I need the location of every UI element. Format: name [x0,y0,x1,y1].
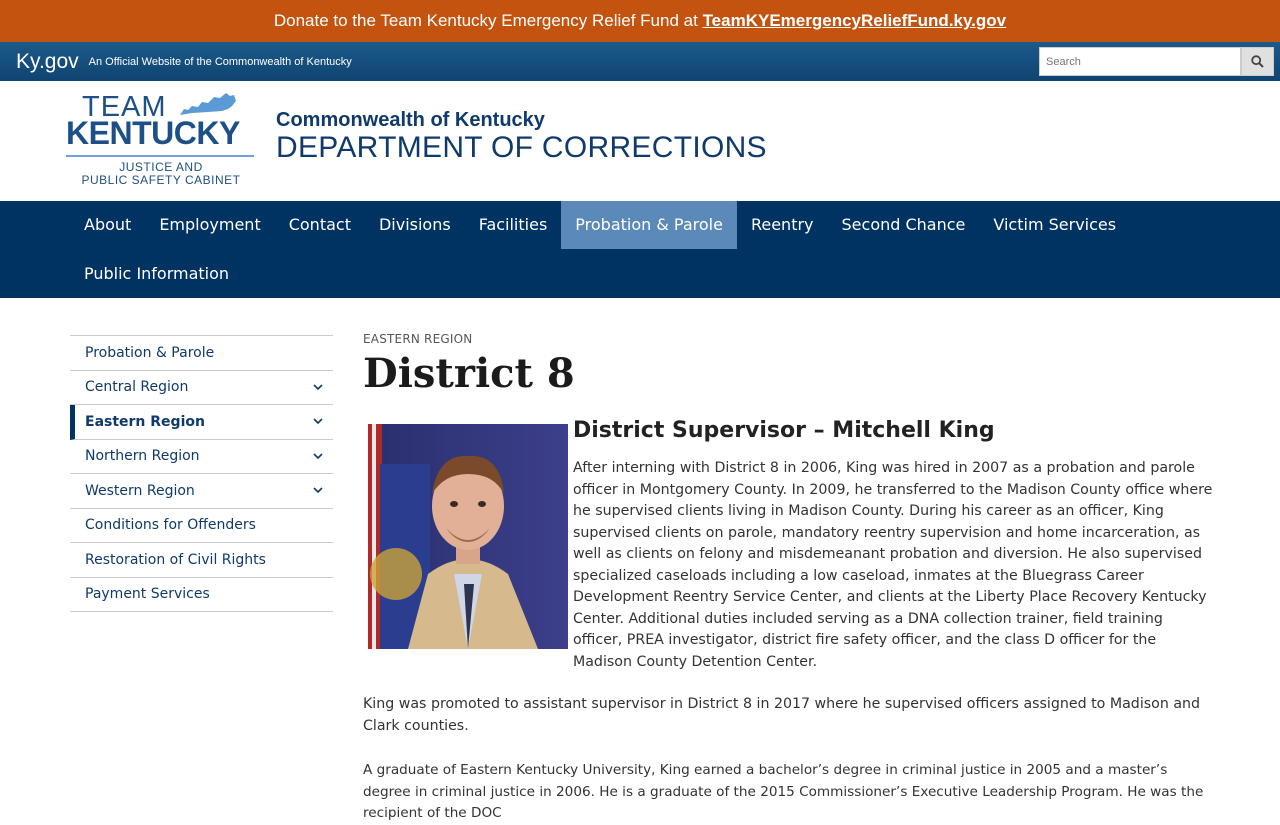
commonwealth-title: Commonwealth of Kentucky [276,109,545,131]
sidebar-item-eastern-region[interactable] [70,405,333,440]
page-content [0,298,1280,821]
logo-sub-line1: JUSTICE AND [119,160,203,174]
sidebar-item-label: Western Region [85,482,195,499]
donate-banner [0,0,1280,42]
site-header [0,81,1280,201]
region-eyebrow: EASTERN REGION [363,332,473,346]
donate-link[interactable]: TeamKYEmergencyReliefFund.ky.gov [702,11,1007,30]
main-navigation [0,201,1280,298]
chevron-down-icon[interactable] [311,415,325,429]
sidebar-item-label: Conditions for Offenders [85,517,256,534]
chevron-down-icon[interactable] [311,449,325,463]
team-kentucky-logo[interactable] [66,91,256,191]
logo-subtitle [66,161,256,187]
nav-item-second-chance[interactable]: Second Chance [841,215,966,234]
sidebar-item-label: Restoration of Civil Rights [85,551,266,568]
supervisor-heading: District Supervisor – Mitchell King [573,418,995,443]
sidebar-item-payment-services[interactable] [70,578,333,613]
donate-text: Donate to the Team Kentucky Emergency Relief Fund at [273,11,698,30]
sidebar-item-label: Payment Services [85,586,210,603]
nav-row-2 [70,250,243,298]
logo-team-text: TEAM [82,91,167,123]
sidebar-item-label: Eastern Region [85,413,205,430]
sidebar-item-restoration-of-civil-rights[interactable] [70,543,333,578]
sidebar-item-central-region[interactable] [70,371,333,406]
sidebar-navigation [70,335,333,612]
nav-item-facilities[interactable]: Facilities [478,215,548,234]
sidebar-item-conditions-for-offenders[interactable] [70,509,333,544]
article [363,332,1213,821]
sidebar-item-western-region[interactable] [70,474,333,509]
supervisor-photo [368,424,568,649]
search-box [1039,47,1274,76]
nav-item-divisions[interactable]: Divisions [378,215,451,234]
logo-sub-line2: PUBLIC SAFETY CABINET [81,173,241,187]
nav-item-employment[interactable]: Employment [159,215,261,234]
bio-paragraph-2: King was promoted to assistant supervisor in District 8 in 2017 where he supervised officers assigned to Madison and Clark counties. [363,696,1201,734]
kentucky-state-icon [178,91,238,117]
search-input[interactable] [1039,47,1241,76]
sidebar-item-label: Probation & Parole [85,344,215,361]
department-title: DEPARTMENT OF CORRECTIONS [276,131,767,164]
ky-gov-bar [0,42,1280,81]
bio-paragraph-1: After interning with District 8 in 2006, King was hired in 2007 as a probation and parole officer in Montgomery County. In 2009, he transferred to the Madison County office where he supervised clients living in Madison County. During his career as an officer, King supervised clients on parole, mandatory reentry supervision and home incarceration, as well as clients on felony and misdemeanant probation and diversion. He also supervised specialized caseloads including a low caseload, inmates at the Bluegrass Career Development Reentry Service Center, and clients at the Liberty Place Recovery Kentucky Center. Additional duties included serving as a DNA collection trainer, field training officer, PREA investigator, district fire safety officer, and the class D officer for the Madison County Detention Center. [573,460,1213,670]
nav-row-1 [70,201,1130,249]
search-icon [1251,55,1264,68]
nav-item-victim-services[interactable]: Victim Services [993,215,1117,234]
nav-item-probation-parole[interactable]: Probation & Parole [561,201,737,249]
sidebar-item-label: Northern Region [85,448,200,465]
ky-gov-logo[interactable]: Ky.gov [16,50,79,73]
nav-item-reentry[interactable]: Reentry [750,215,814,234]
official-website-text: An Official Website of the Commonwealth of Kentucky [88,55,352,68]
logo-divider [66,155,254,157]
nav-item-public-information[interactable]: Public Information [84,264,230,283]
logo-kentucky-text: KENTUCKY [66,115,240,151]
sidebar-item-probation-parole[interactable] [70,336,333,371]
chevron-down-icon[interactable] [311,380,325,394]
search-button[interactable] [1241,47,1274,76]
sidebar-item-northern-region[interactable] [70,440,333,475]
nav-item-contact[interactable]: Contact [288,215,351,234]
chevron-down-icon[interactable] [311,484,325,498]
bio-paragraph-3: A graduate of Eastern Kentucky University, King earned a bachelor’s degree in criminal justice in 2005 and a master’s degree in criminal justice in 2006. He is a graduate of the 2015 Commissioner’s Executive Leadership Program. He was the recipient of the DOC [363,762,1204,821]
nav-item-about[interactable]: About [84,215,132,234]
page-title: District 8 [363,350,575,397]
sidebar-item-label: Central Region [85,379,189,396]
supervisor-photo-image [368,424,568,649]
